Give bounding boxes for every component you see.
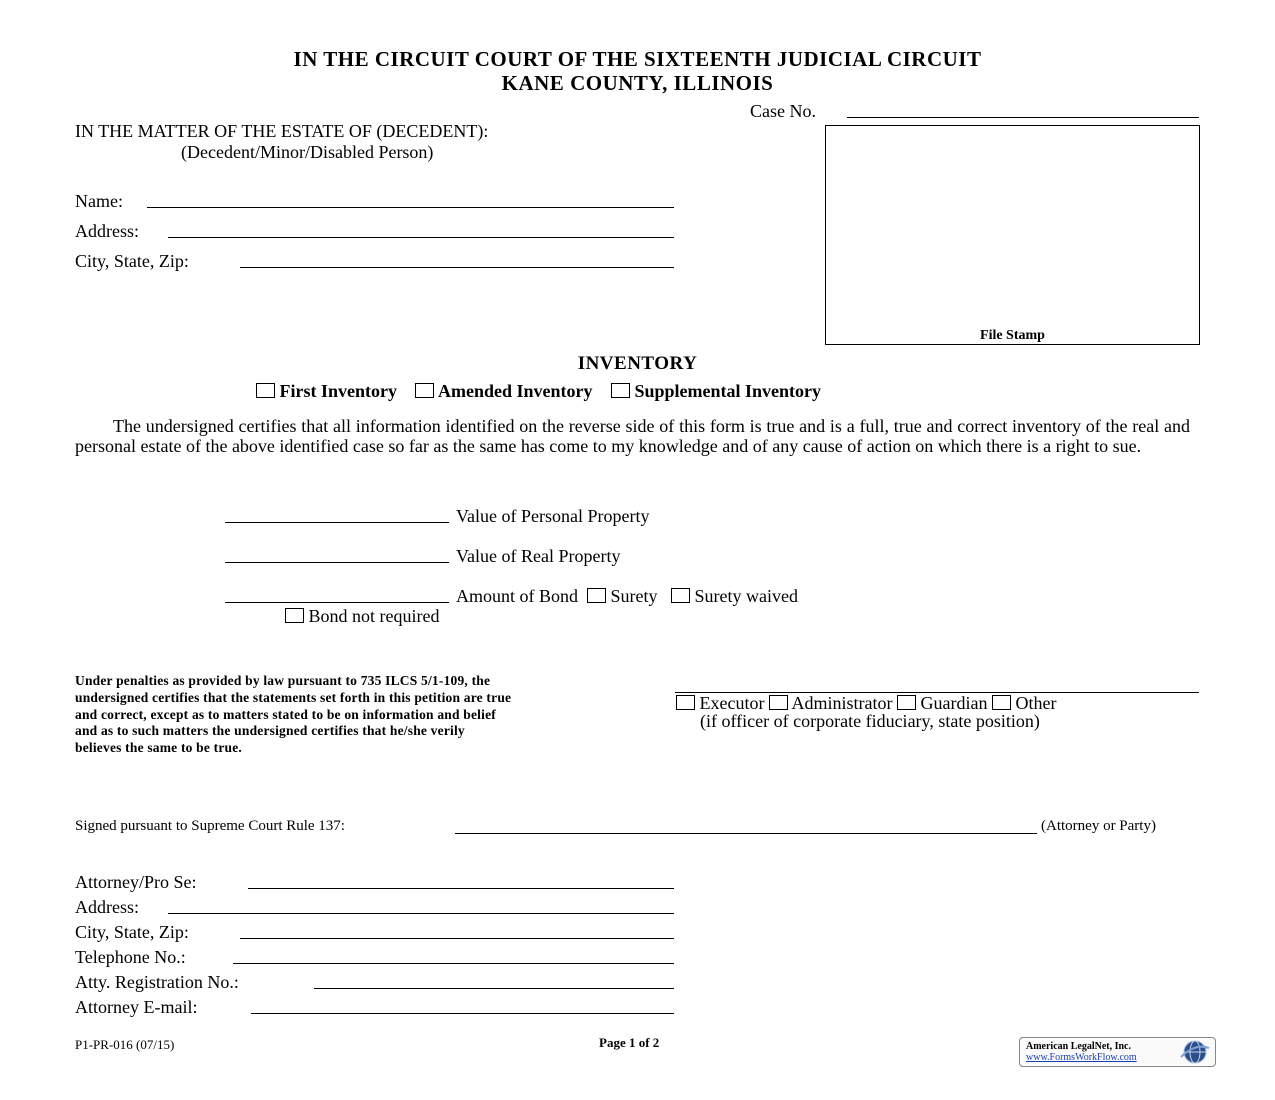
role-note: (if officer of corporate fiduciary, state position) [700,711,1040,731]
certification-paragraph: The undersigned certifies that all information identified on the reverse side of this form is true and is a full, true and correct inventory of the real and personal estate of the above identified case so far as the same has come to my knowledge and of any cause of action on which there is a right to sue. [75,416,1190,456]
bond-row [456,586,798,607]
guardian-checkbox[interactable] [897,695,916,710]
surety-waived-label: Surety waived [694,586,798,606]
estate-name-label: Name: [75,191,123,211]
globe-logo-icon [1177,1039,1213,1065]
attorney-field[interactable] [248,888,674,889]
estate-name-field[interactable] [147,207,674,208]
administrator-label: Administrator [791,693,893,713]
personal-property-label: Value of Personal Property [456,506,650,526]
case-no-label: Case No. [750,101,816,121]
bond-label: Amount of Bond [456,586,579,606]
rule-137-suffix: (Attorney or Party) [1041,818,1156,834]
estate-subheading: (Decedent/Minor/Disabled Person) [181,142,434,162]
page-number: Page 1 of 2 [599,1035,660,1050]
file-stamp-box [825,125,1200,345]
file-stamp-label: File Stamp [980,328,1045,343]
bond-not-required-checkbox[interactable] [285,608,304,623]
real-property-label: Value of Real Property [456,546,621,566]
executor-checkbox[interactable] [676,695,695,710]
guardian-label: Guardian [920,693,988,713]
publisher-url[interactable]: www.FormsWorkFlow.com [1026,1052,1137,1063]
supplemental-inventory-checkbox[interactable] [611,383,630,398]
estate-heading: IN THE MATTER OF THE ESTATE OF (DECEDENT): [75,121,489,141]
bond-not-required-label: Bond not required [308,606,440,626]
court-heading: IN THE CIRCUIT COURT OF THE SIXTEENTH JUDICIAL CIRCUIT [293,47,982,71]
estate-address-field[interactable] [168,237,674,238]
form-code: P1-PR-016 (07/15) [75,1037,175,1052]
amended-inventory-option[interactable] [415,381,592,401]
attorney-phone-field[interactable] [233,963,674,964]
executor-label: Executor [699,693,765,713]
amended-inventory-label: Amended Inventory [438,381,593,401]
case-no-field[interactable] [847,117,1199,118]
attorney-phone-label: Telephone No.: [75,947,186,967]
surety-waived-checkbox[interactable] [671,588,690,603]
publisher-name: American LegalNet, Inc. [1026,1041,1131,1052]
surety-label: Surety [610,586,658,606]
rule-137-signature-field[interactable] [455,833,1037,834]
other-checkbox[interactable] [992,695,1011,710]
estate-address-label: Address: [75,221,139,241]
real-property-field[interactable] [225,562,449,563]
first-inventory-checkbox[interactable] [256,383,275,398]
attorney-address-label: Address: [75,897,139,917]
bond-not-required-option [285,606,439,627]
first-inventory-label: First Inventory [279,381,397,401]
attorney-email-label: Attorney E-mail: [75,997,198,1017]
penalty-statement: Under penalties as provided by law pursuant to 735 ILCS 5/1-109, the undersigned certifies that the statements set forth in this petition are true and correct, except as to matters stated to be on information and belief and as to such matters the undersigned certifies that he/she verily believes the same to be true. [75,673,512,756]
supplemental-inventory-label: Supplemental Inventory [634,381,822,401]
attorney-registration-label: Atty. Registration No.: [75,972,239,992]
county-heading: KANE COUNTY, ILLINOIS [501,71,774,95]
attorney-address-field[interactable] [168,913,674,914]
supplemental-inventory-option[interactable] [611,381,821,401]
surety-checkbox[interactable] [587,588,606,603]
attorney-city-field[interactable] [240,938,674,939]
publisher-badge[interactable] [1019,1037,1216,1067]
amended-inventory-checkbox[interactable] [415,383,434,398]
attorney-email-field[interactable] [251,1013,674,1014]
attorney-registration-field[interactable] [314,988,674,989]
other-label: Other [1015,693,1057,713]
administrator-checkbox[interactable] [769,695,788,710]
personal-property-field[interactable] [225,522,449,523]
inventory-type-row [256,381,835,402]
rule-137-label: Signed pursuant to Supreme Court Rule 137: [75,818,345,834]
form-title: INVENTORY [577,353,698,374]
estate-city-label: City, State, Zip: [75,251,189,271]
estate-city-field[interactable] [240,267,674,268]
first-inventory-option[interactable] [256,381,397,401]
attorney-label: Attorney/Pro Se: [75,872,197,892]
attorney-city-label: City, State, Zip: [75,922,189,942]
bond-amount-field[interactable] [225,602,449,603]
